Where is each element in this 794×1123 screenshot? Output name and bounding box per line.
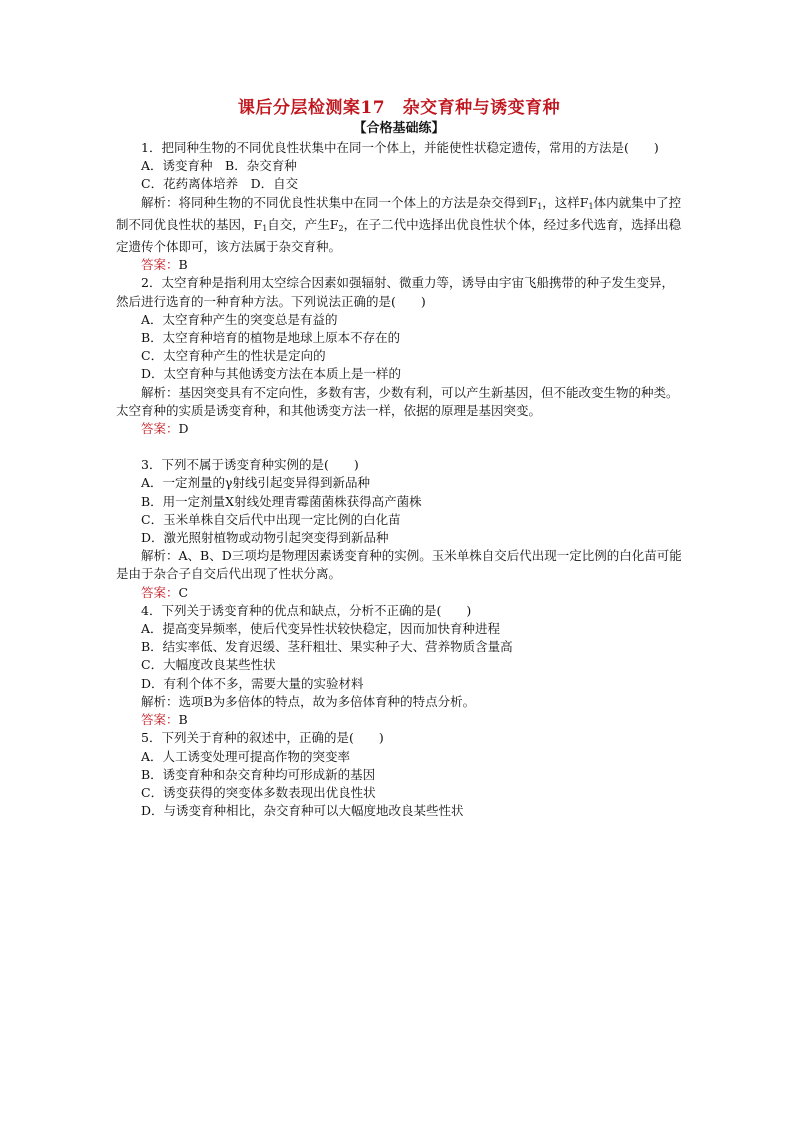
question-1-analysis: 解析：将同种生物的不同优良性状集中在同一个体上的方法是杂交得到$F_1$，这样$F_1$体内就集中了控制不同优良性状的基因，$F_1$自交，产生$F_2$，在子二代中选择出优良性状个体，经过多代选育，选择出稳定遗传个体即可，该方法属于杂交育种。: [116, 194, 682, 255]
question-5-option-a: A．人工诱变处理可提高作物的突变率: [141, 748, 351, 764]
question-3-stem: 3．下列不属于诱变育种实例的是( ): [141, 457, 359, 473]
question-3-option-b: B．用一定剂量X射线处理青霉菌菌株获得高产菌株: [141, 493, 422, 509]
spacer: [116, 438, 682, 456]
document-page: [116, 96, 682, 820]
question-2-option-c: C．太空育种产生的性状是定向的: [141, 348, 326, 364]
question-4-option-c: C．大幅度改良某些性状: [141, 657, 276, 673]
question-3-analysis: 解析：A、B、D三项均是物理因素诱变育种的实例。玉米单株自交后代出现一定比例的白化苗可能是由于杂合子自交后代出现了性状分离。: [116, 548, 682, 582]
question-4-option-b: B．结实率低、发育迟缓、茎秆粗壮、果实种子大、营养物质含量高: [141, 639, 513, 655]
question-2-option-a: A．太空育种产生的突变总是有益的: [141, 311, 338, 327]
question-4-stem: 4．下列关于诱变育种的优点和缺点，分析不正确的是( ): [141, 602, 472, 618]
question-5-option-c: C．诱变获得的突变体多数表现出优良性状: [141, 784, 376, 800]
question-4-analysis: 解析：选项B为多倍体的特点，故为多倍体育种的特点分析。: [141, 693, 476, 709]
question-2-analysis: 解析：基因突变具有不定向性，多数有害，少数有利，可以产生新基因，但不能改变生物的种类。太空育种的实质是诱变育种，和其他诱变方法一样，依据的原理是基因突变。: [116, 384, 679, 418]
question-3-answer: 答案：C: [141, 584, 189, 600]
question-4-answer: 答案：B: [141, 712, 188, 728]
question-1-answer: 答案：B: [141, 257, 188, 273]
question-1-stem: 1．把同种生物的不同优良性状集中在同一个体上，并能使性状稳定遗传，常用的方法是( ): [141, 140, 659, 155]
question-2-stem: 2．太空育种是指利用太空综合因素如强辐射、微重力等，诱导由宇宙飞船携带的种子发生变异，然后进行选育的一种育种方法。下列说法正确的是( ): [116, 275, 674, 309]
question-2-option-b: B．太空育种培育的植物是地球上原本不存在的: [141, 330, 401, 346]
question-3-option-a: A．一定剂量的γ射线引起变异得到新品种: [141, 475, 370, 491]
question-4-option-a: A．提高变异频率，使后代变异性状较快稳定，因而加快育种进程: [141, 621, 501, 637]
question-5-stem: 5．下列关于育种的叙述中，正确的是( ): [141, 730, 384, 746]
question-1-options-cd: C．花药离体培养 D．自交: [141, 176, 299, 192]
page-title: 课后分层检测案17 杂交育种与诱变育种: [237, 98, 561, 118]
question-3-option-d: D．激光照射植物或动物引起突变得到新品种: [141, 530, 389, 546]
question-5-option-b: B．诱变育种和杂交育种均可形成新的基因: [141, 766, 376, 782]
section-label: 【合格基础练】: [353, 121, 445, 136]
question-2-answer: 答案：D: [141, 421, 189, 437]
question-1-options-ab: A．诱变育种 B．杂交育种: [141, 158, 297, 174]
question-2-option-d: D．太空育种与其他诱变方法在本质上是一样的: [141, 366, 402, 382]
question-5-option-d: D．与诱变育种相比，杂交育种可以大幅度地改良某些性状: [141, 803, 464, 819]
question-4-option-d: D．有利个体不多，需要大量的实验材料: [141, 675, 364, 691]
question-3-option-c: C．玉米单株自交后代中出现一定比例的白化苗: [141, 511, 401, 527]
